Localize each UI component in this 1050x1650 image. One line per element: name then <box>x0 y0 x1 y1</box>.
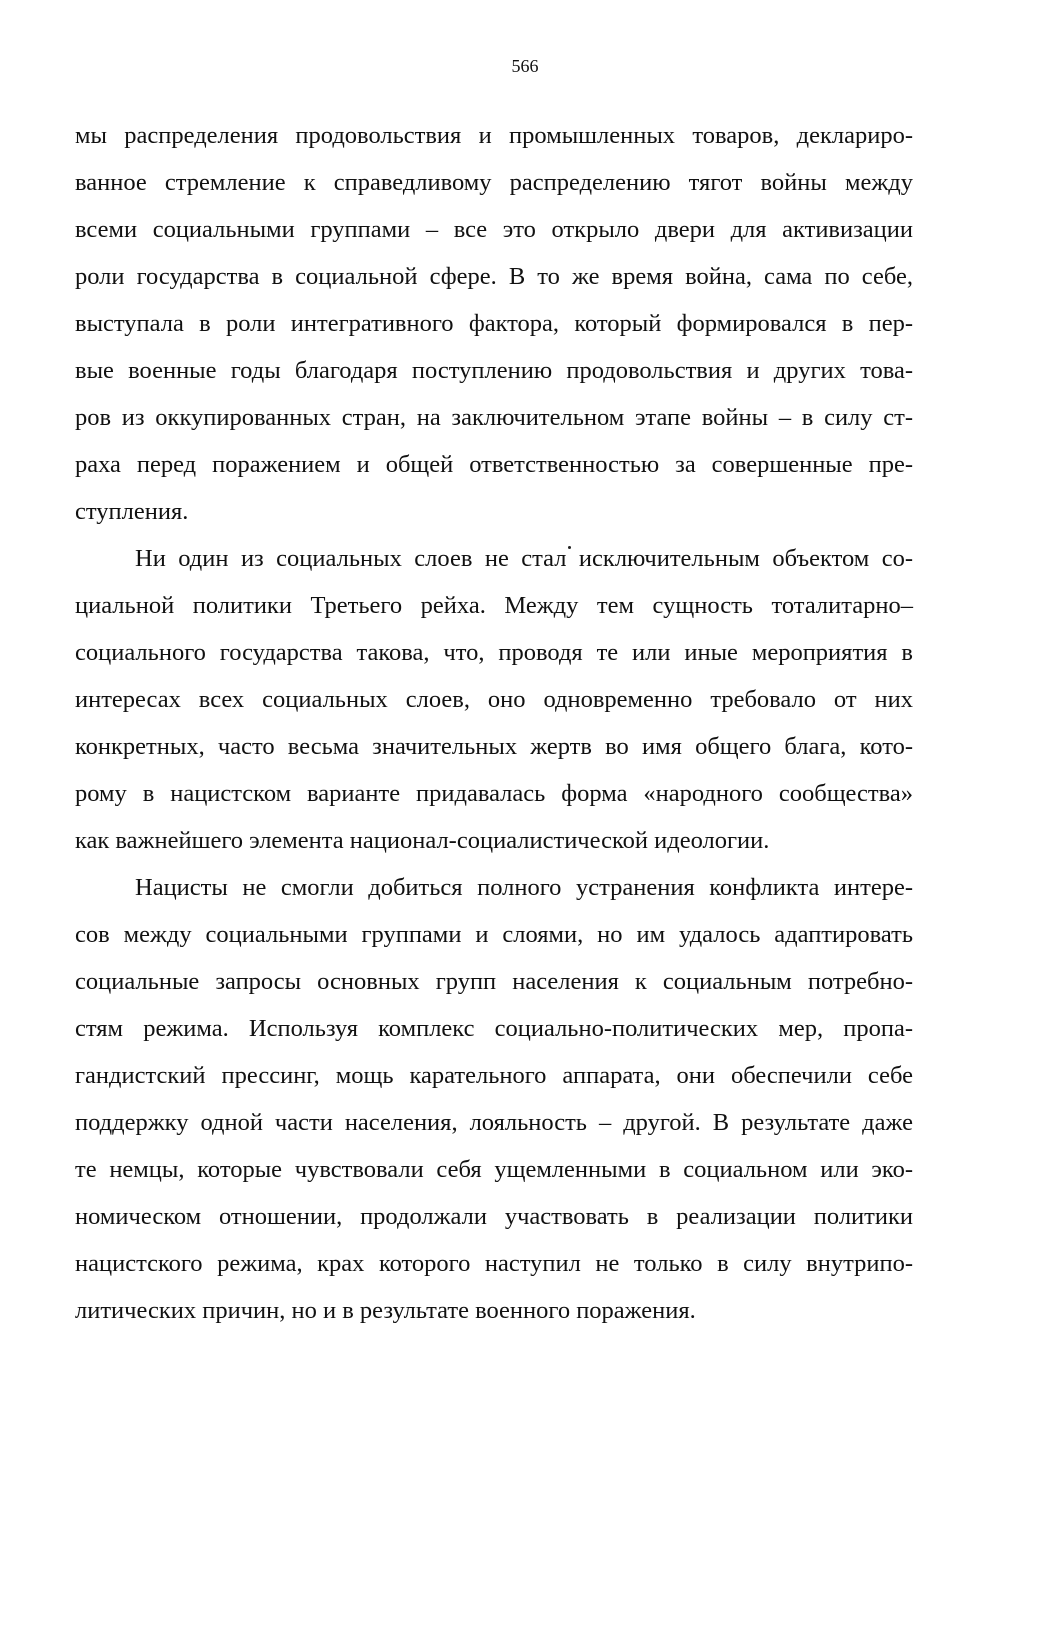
text-line: циальной политики Третьего рейха. Между тем сущность тоталитарно– <box>75 592 913 619</box>
text-line: ступления. <box>75 498 189 525</box>
text-line: интересах всех социальных слоев, оно одновременно требовало от них <box>75 686 913 713</box>
text-line: вые военные годы благодаря поступлению продовольствия и других това- <box>75 357 913 384</box>
text-line: мы распределения продовольствия и промышленных товаров, деклариро- <box>75 122 913 149</box>
paragraph-first-line: Ни один из социальных слоев не стал исключительным объектом со- <box>135 545 913 572</box>
text-line: конкретных, часто весьма значительных жертв во имя общего блага, кото- <box>75 733 913 760</box>
text-line: те немцы, которые чувствовали себя ущемленными в социальном или эко- <box>75 1156 913 1183</box>
text-line: номическом отношении, продолжали участвовать в реализации политики <box>75 1203 913 1230</box>
text-line: нацистского режима, крах которого наступил не только в силу внутрипо- <box>75 1250 913 1277</box>
text-line: роли государства в социальной сфере. В то же время война, сама по себе, <box>75 263 913 290</box>
text-line: ванное стремление к справедливому распределению тягот войны между <box>75 169 913 196</box>
text-line: выступала в роли интегративного фактора, который формировался в пер- <box>75 310 913 337</box>
text-line: раха перед поражением и общей ответственностью за совершенные пре- <box>75 451 913 478</box>
text-line: социальные запросы основных групп населения к социальным потребно- <box>75 968 913 995</box>
text-line: стям режима. Используя комплекс социально-политических мер, пропа- <box>75 1015 913 1042</box>
text-line: поддержку одной части населения, лояльность – другой. В результате даже <box>75 1109 913 1136</box>
text-line: гандистский прессинг, мощь карательного аппарата, они обеспечили себе <box>75 1062 913 1089</box>
text-line: сов между социальными группами и слоями, но им удалось адаптировать <box>75 921 913 948</box>
text-line: как важнейшего элемента национал-социалистической идеологии. <box>75 827 770 854</box>
text-line: литических причин, но и в результате военного поражения. <box>75 1297 696 1324</box>
text-line: социального государства такова, что, проводя те или иные мероприятия в <box>75 639 913 666</box>
text-line: всеми социальными группами – все это открыло двери для активизации <box>75 216 913 243</box>
paragraph-first-line: Нацисты не смогли добиться полного устранения конфликта интере- <box>135 874 913 901</box>
text-line: ров из оккупированных стран, на заключительном этапе войны – в силу ст- <box>75 404 913 431</box>
text-line: рому в нацистском варианте придавалась форма «народного сообщества» <box>75 780 913 807</box>
page-number: 566 <box>511 56 539 76</box>
